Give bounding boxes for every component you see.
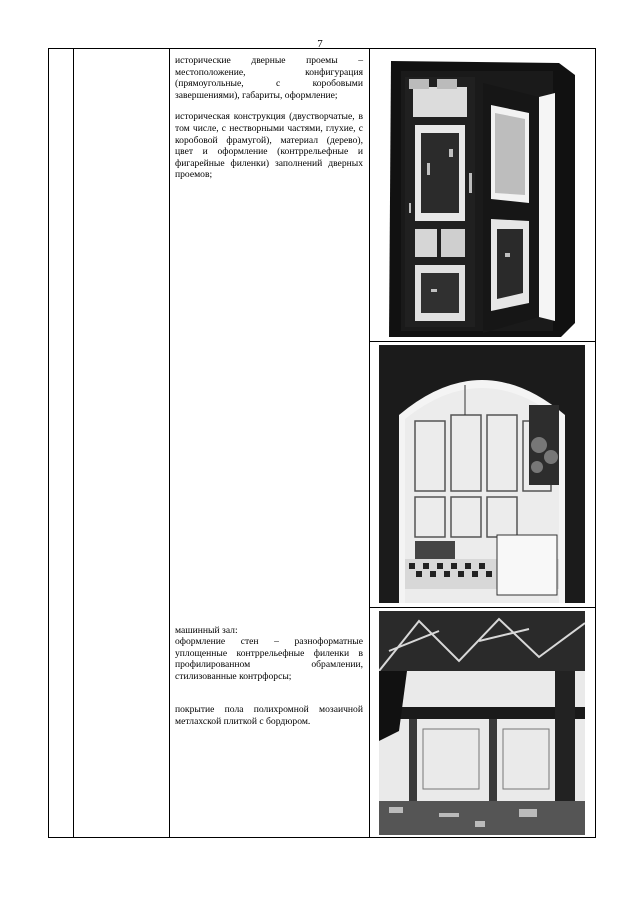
machine-hall-walls-paragraph: машинный зал: оформление стен – разноформатные уплощенные контррельефные филенки в профилированном обрамлении, стилизованные контрфорсы; (175, 624, 363, 682)
page-number: 7 (317, 38, 323, 50)
heritage-table (48, 48, 596, 838)
photo-divider (369, 341, 595, 342)
floor-tile-paragraph: покрытие пола полихромной мозаичной метлахской плиткой с бордюром. (175, 704, 363, 727)
door-construction-paragraph: историческая конструкция (двустворчатые, в том числе, с нестворными частями, глухие, с коробовой фрамугой), материал (дерево), цвет и оформление (контррельефные и фигарейные филенки) заполнений дверных проемов; (175, 111, 363, 181)
arched-doorway-photo (379, 345, 585, 603)
row1-description (175, 55, 363, 191)
machine-hall-photo (379, 611, 585, 835)
doorways-paragraph: исторические дверные проемы – местоположение, конфигурация (прямоугольные, с коробовыми завершениями), габариты, оформление; (175, 55, 363, 101)
row2-description (175, 613, 363, 749)
column-divider (73, 49, 74, 837)
column-divider (369, 49, 370, 837)
row-divider (369, 607, 595, 608)
column-divider (169, 49, 170, 837)
door-photo (379, 53, 585, 337)
